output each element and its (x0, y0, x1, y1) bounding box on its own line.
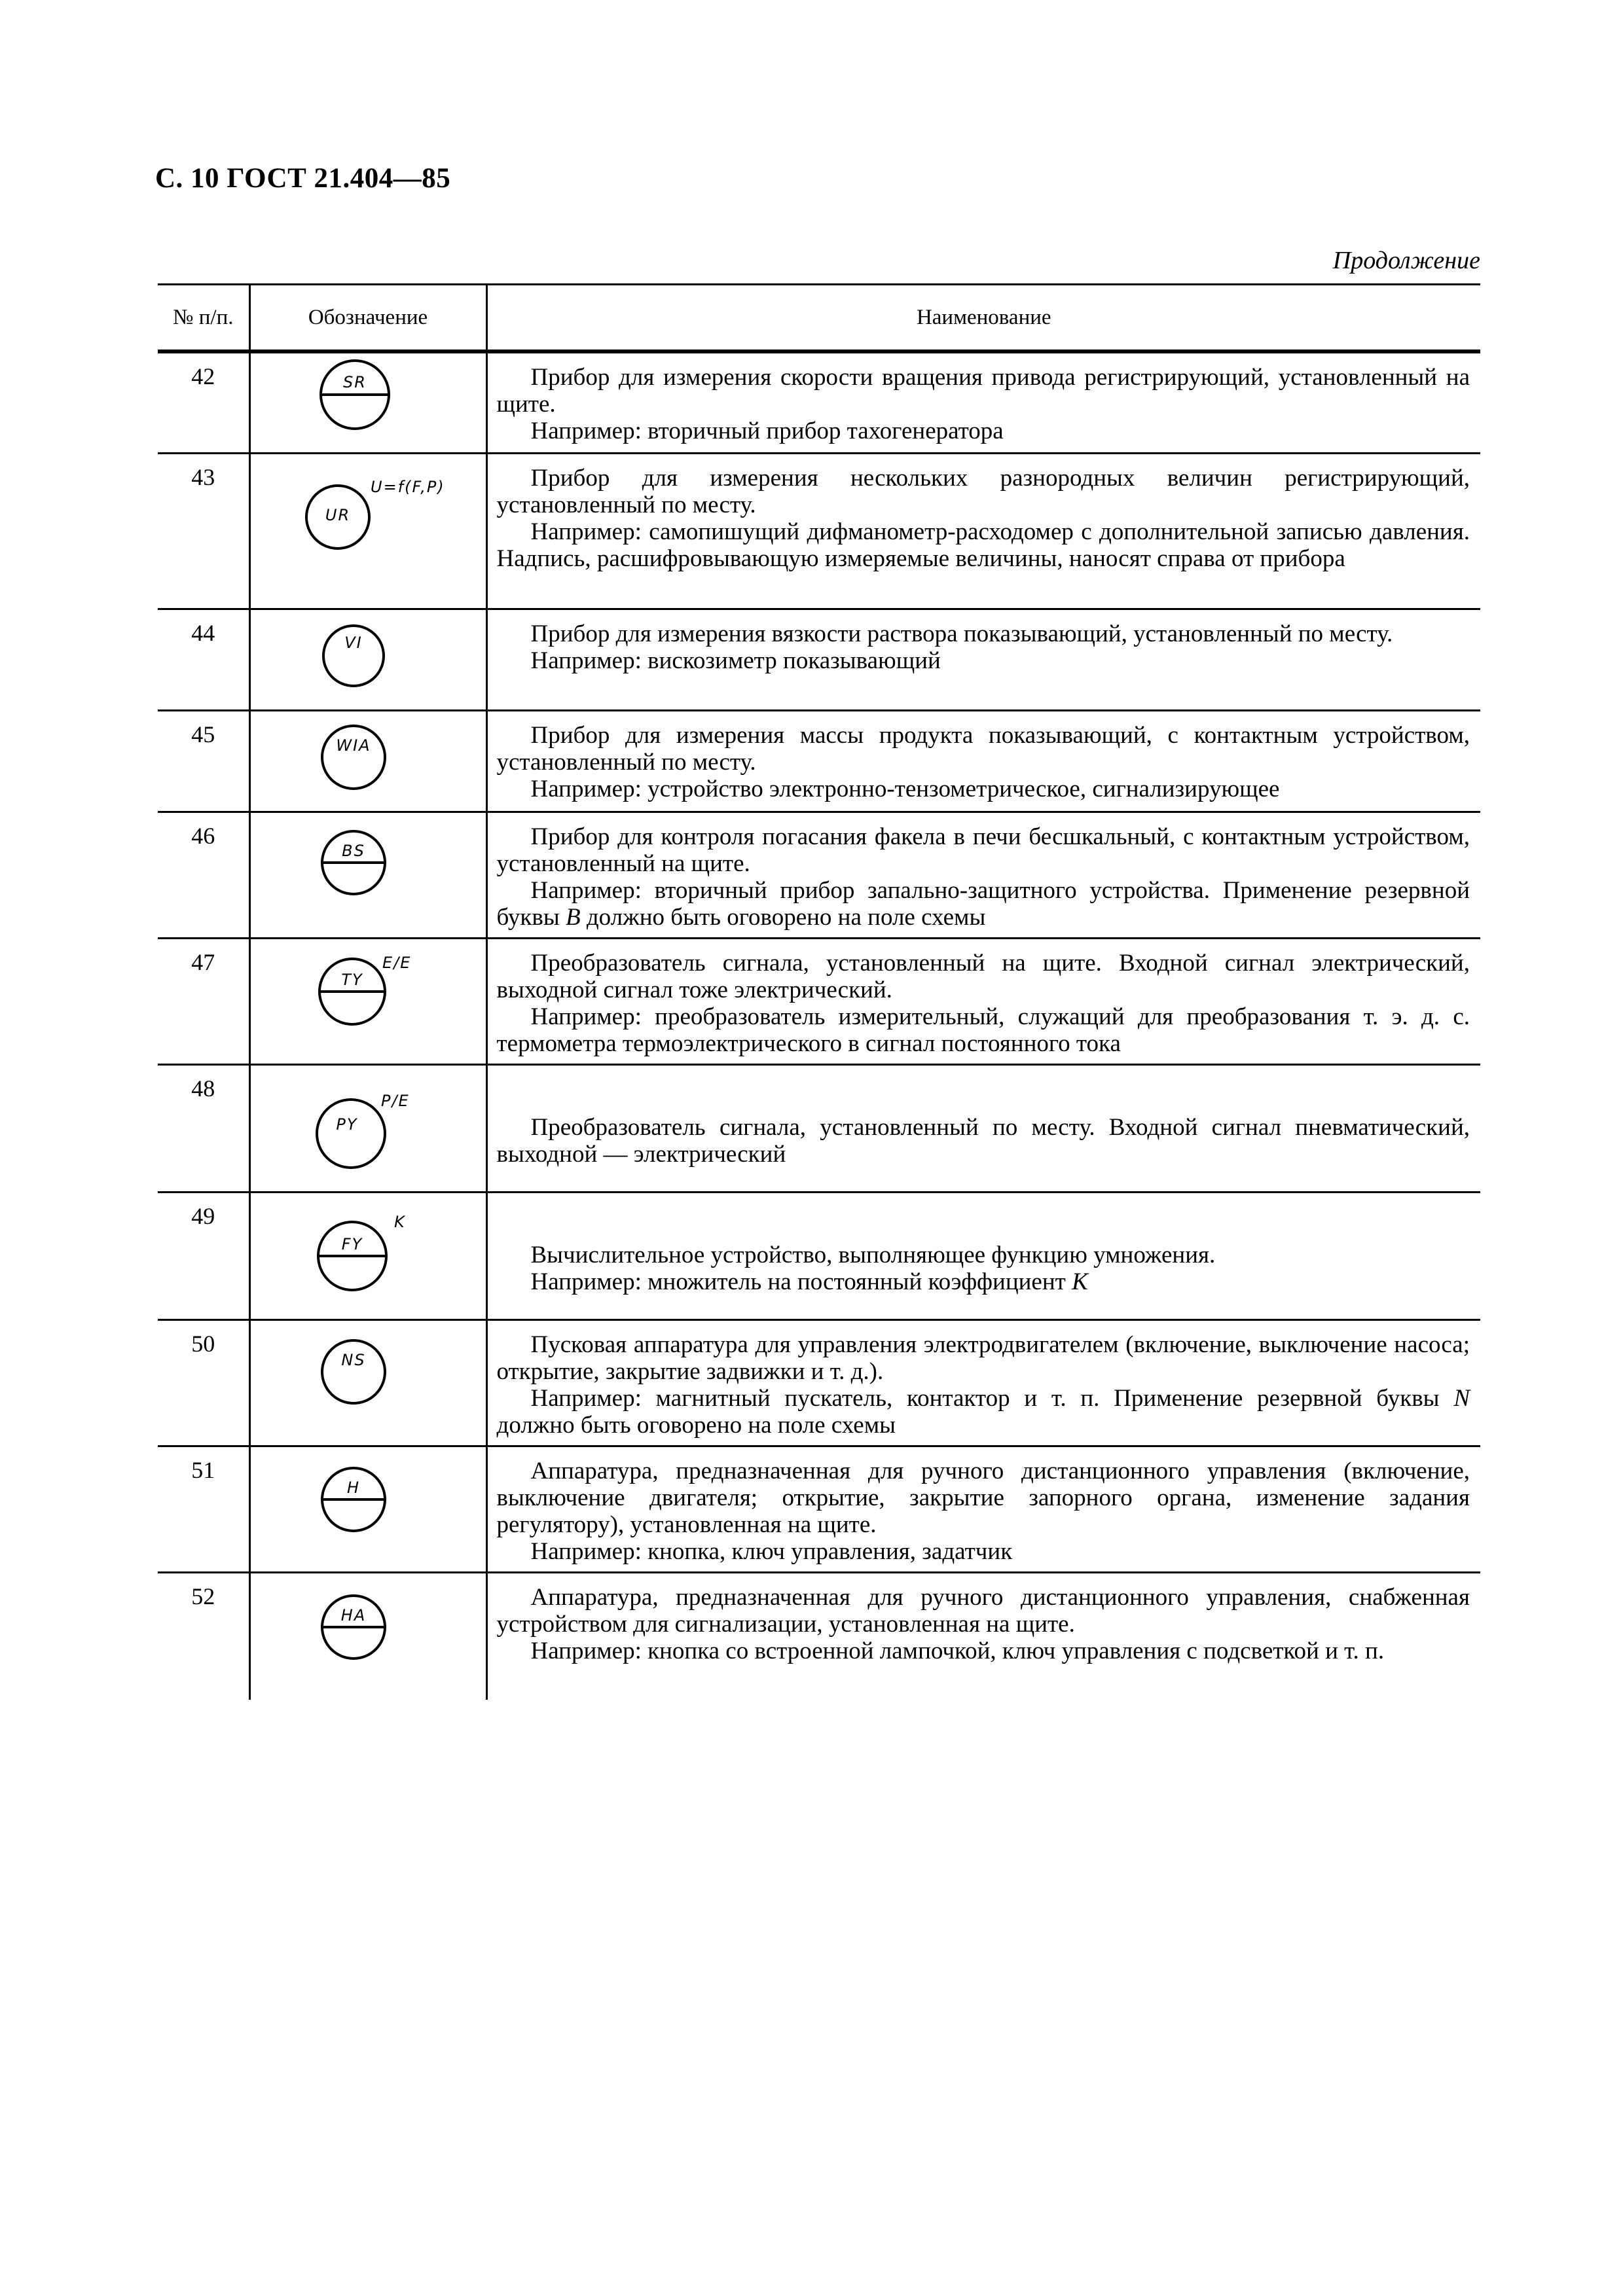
symbol-code: VI (344, 633, 363, 652)
symbol-cell (249, 938, 486, 1064)
description-text: Пусковая аппаратура для управления электродвигателем (включение, выключение насоса; открытие, закрытие задвижки и т. д.). (496, 1331, 1470, 1385)
symbol-code: SR (343, 373, 367, 391)
example-text: Например: магнитный пускатель, контактор и т. п. Применение резервной буквы N должно быть оговорено на поле схемы (496, 1384, 1470, 1439)
table-row (158, 1446, 1480, 1572)
row-number: 47 (158, 938, 249, 1064)
symbol-code: HA (340, 1605, 367, 1624)
example-text: Например: кнопка со встроенной лампочкой, ключ управления с подсветкой и т. п. (530, 1637, 1385, 1664)
description-cell (486, 1192, 1480, 1319)
table-row (158, 710, 1480, 812)
symbol-cell (249, 1319, 486, 1446)
symbol-code: H (346, 1478, 361, 1497)
example-text: Например: устройство электронно-тензометрическое, сигнализирующее (530, 775, 1280, 802)
column-header-name: Наименование (486, 285, 1480, 352)
description-cell (486, 1319, 1480, 1446)
continuation-label: Продолжение (1332, 247, 1480, 274)
table-row (158, 609, 1480, 710)
description-text: Прибор для измерения скорости вращения привода регистрирующий, установленный на щите. (496, 364, 1470, 418)
example-text: Например: самопишущий дифманометр-расходомер с дополнительной записью давления. Надпись, расшифровывающую измеряемые величины, наносят справа от прибора (496, 518, 1470, 572)
row-number: 52 (191, 1583, 215, 1609)
description-text: Прибор для контроля погасания факела в печи бесшкальный, с контактным устройством, установленный на щите. (496, 823, 1470, 877)
row-number: 50 (158, 1319, 249, 1446)
row-number: 45 (158, 710, 249, 812)
symbol-code: PY (336, 1115, 358, 1134)
row-number: 44 (158, 609, 249, 710)
description-cell (486, 812, 1480, 938)
description-cell (486, 938, 1480, 1064)
instrument-bubble-icon (270, 1447, 466, 1545)
instrument-bubble-icon (270, 813, 466, 911)
symbol-cell (249, 1572, 486, 1700)
table-row (158, 812, 1480, 938)
symbol-cell (249, 1192, 486, 1319)
table-row (158, 1572, 1480, 1700)
example-text: Например: множитель на постоянный коэффициент K (530, 1268, 1088, 1295)
description-text: Прибор для измерения вязкости раствора показывающий, установленный по месту. (530, 620, 1393, 647)
example-text: Например: вискозиметр показывающий (530, 647, 941, 674)
symbol-code: UR (325, 505, 351, 524)
row-number: 48 (158, 1064, 249, 1192)
instrument-bubble-icon (270, 454, 466, 559)
instrument-bubble-icon (270, 353, 466, 452)
row-number: 43 (158, 453, 249, 609)
symbol-cell (249, 1446, 486, 1572)
instrument-bubble-icon (270, 1193, 466, 1304)
row-number: 42 (158, 351, 249, 453)
row-number: 49 (158, 1192, 249, 1319)
table-row (158, 938, 1480, 1064)
instrument-bubble-icon (270, 1066, 466, 1177)
row-number: 51 (158, 1446, 249, 1572)
symbol-code: NS (341, 1350, 366, 1369)
instrument-bubble-icon (270, 1573, 466, 1672)
example-text: Например: кнопка, ключ управления, задатчик (530, 1537, 1013, 1565)
table-row (158, 351, 1480, 453)
symbol-code: WIA (336, 736, 371, 755)
symbols-table (158, 283, 1480, 1700)
description-text: Преобразователь сигнала, установленный на щите. Входной сигнал электрический, выходной сигнал тоже электрический. (496, 949, 1470, 1003)
table-row (158, 1319, 1480, 1446)
description-cell (486, 1572, 1480, 1700)
instrument-bubble-icon (270, 939, 466, 1044)
description-cell (486, 1446, 1480, 1572)
instrument-bubble-icon (270, 711, 466, 810)
description-cell (486, 1064, 1480, 1192)
symbol-cell (249, 812, 486, 938)
page-header: С. 10 ГОСТ 21.404—85 (155, 163, 451, 194)
description-text: Прибор для измерения нескольких разнородных величин регистрирующий, установленный по месту. (496, 464, 1470, 518)
symbol-code: FY (341, 1234, 363, 1253)
symbol-note: K (394, 1212, 406, 1231)
symbol-code: TY (341, 970, 363, 989)
symbol-note: P/E (381, 1091, 410, 1110)
instrument-bubble-icon (270, 1321, 466, 1419)
symbol-note: U=f(F,P) (371, 477, 445, 496)
description-cell (486, 351, 1480, 453)
description-text: Преобразователь сигнала, установленный по месту. Входной сигнал пневматический, выходной — электрический (496, 1113, 1470, 1168)
table-row (158, 1064, 1480, 1192)
symbol-note: E/E (382, 953, 412, 972)
table-row (158, 453, 1480, 609)
column-header-number: № п/п. (158, 285, 249, 352)
description-text: Аппаратура, предназначенная для ручного дистанционного управления (включение, выключение двигателя; открытие, закрытие запорного органа, изменение задания регулятору), установленная на щите. (496, 1457, 1470, 1538)
description-text: Вычислительное устройство, выполняющее функцию умножения. (530, 1241, 1216, 1268)
column-header-symbol: Обозначение (249, 285, 486, 352)
symbol-code: BS (342, 841, 365, 860)
table-header-row (158, 285, 1480, 352)
description-text: Прибор для измерения массы продукта показывающий, с контактным устройством, установленный по месту. (496, 721, 1470, 776)
description-cell (486, 453, 1480, 609)
example-text: Например: вторичный прибор запально-защитного устройства. Применение резервной буквы B должно быть оговорено на поле схемы (496, 876, 1470, 931)
description-cell (486, 609, 1480, 710)
instrument-bubble-icon (270, 610, 466, 708)
symbol-cell (249, 351, 486, 453)
table-row (158, 1192, 1480, 1319)
description-cell (486, 710, 1480, 812)
symbol-cell (249, 609, 486, 710)
row-number: 46 (158, 812, 249, 938)
example-text: Например: вторичный прибор тахогенератора (530, 418, 1004, 444)
symbol-cell (249, 710, 486, 812)
example-text: Например: преобразователь измерительный, служащий для преобразования т. э. д. с. термометра термоэлектрического в сигнал постоянного тока (496, 1003, 1470, 1057)
description-text: Аппаратура, предназначенная для ручного дистанционного управления, снабженная устройством для сигнализации, установленная на щите. (496, 1583, 1470, 1638)
symbol-cell (249, 1064, 486, 1192)
symbol-cell (249, 453, 486, 609)
